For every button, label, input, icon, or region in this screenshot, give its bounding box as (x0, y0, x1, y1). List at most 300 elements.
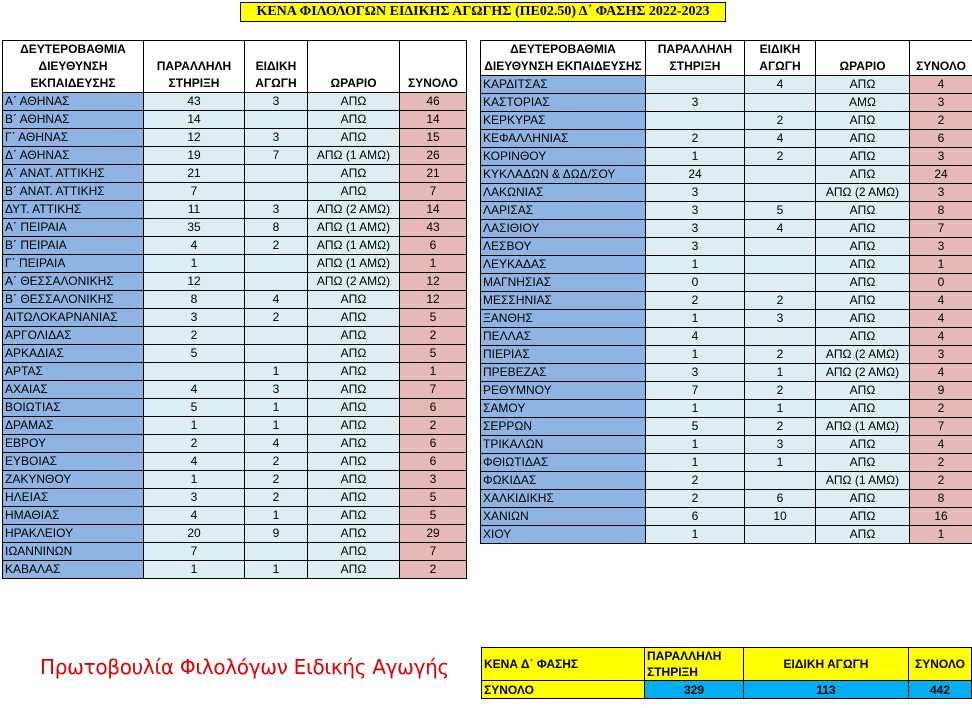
parallel-cell: 1 (646, 346, 745, 364)
parallel-cell (646, 76, 745, 94)
table-row (481, 112, 972, 130)
directorate-cell: ΧΑΛΚΙΔΙΚΗΣ (481, 490, 646, 508)
table-row (481, 436, 972, 454)
parallel-cell: 4 (144, 507, 245, 525)
parallel-cell: 3 (646, 364, 745, 382)
parallel-cell: 2 (646, 130, 745, 148)
table-row (481, 346, 972, 364)
parallel-cell: 1 (646, 256, 745, 274)
directorate-cell: ΑΡΓΟΛΙΔΑΣ (3, 327, 144, 345)
special-cell (745, 256, 816, 274)
special-cell: 1 (245, 417, 308, 435)
parallel-cell: 1 (646, 436, 745, 454)
schedule-cell: ΑΠΩ (816, 310, 910, 328)
directorate-cell: Β΄ ΠΕΙΡΑΙΑ (3, 237, 144, 255)
directorate-cell: ΛΕΣΒΟΥ (481, 238, 646, 256)
parallel-cell: 1 (646, 148, 745, 166)
schedule-cell: ΑΠΩ (816, 490, 910, 508)
schedule-cell: ΑΠΩ (308, 111, 400, 129)
total-cell: 26 (400, 147, 467, 165)
table-row (481, 94, 972, 112)
parallel-cell: 3 (144, 489, 245, 507)
total-cell: 4 (910, 328, 972, 346)
parallel-cell: 3 (646, 94, 745, 112)
table-row (481, 184, 972, 202)
parallel-cell: 1 (144, 255, 245, 273)
parallel-cell: 12 (144, 273, 245, 291)
parallel-cell: 4 (646, 328, 745, 346)
total-cell: 6 (400, 237, 467, 255)
special-cell: 3 (245, 381, 308, 399)
special-cell: 2 (245, 453, 308, 471)
table-row (481, 274, 972, 292)
schedule-cell: ΑΜΩ (816, 94, 910, 112)
special-cell: 9 (245, 525, 308, 543)
table-row (481, 202, 972, 220)
parallel-cell (144, 363, 245, 381)
directorate-cell: ΚΕΡΚΥΡΑΣ (481, 112, 646, 130)
total-cell: 2 (910, 472, 972, 490)
total-cell: 2 (400, 327, 467, 345)
schedule-cell: ΑΠΩ (308, 417, 400, 435)
schedule-cell: ΑΠΩ (816, 508, 910, 526)
schedule-cell: ΑΠΩ (308, 93, 400, 111)
vacancies-table-right (480, 40, 972, 544)
directorate-cell: ΔΥΤ. ΑΤΤΙΚΗΣ (3, 201, 144, 219)
table-row (3, 129, 467, 147)
parallel-cell: 21 (144, 165, 245, 183)
total-cell: 6 (400, 435, 467, 453)
schedule-cell: ΑΠΩ (308, 471, 400, 489)
header-schedule: ΩΡΑΡΙΟ (308, 41, 400, 93)
table-row (3, 561, 467, 579)
parallel-cell: 1 (144, 417, 245, 435)
total-cell: 3 (910, 184, 972, 202)
parallel-cell: 1 (646, 454, 745, 472)
schedule-cell: ΑΠΩ (308, 435, 400, 453)
special-cell (245, 543, 308, 561)
directorate-cell: ΦΘΙΩΤΙΔΑΣ (481, 454, 646, 472)
total-cell: 6 (400, 453, 467, 471)
parallel-cell: 5 (144, 399, 245, 417)
parallel-cell: 2 (144, 327, 245, 345)
directorate-cell: ΙΩΑΝΝΙΝΩΝ (3, 543, 144, 561)
special-cell: 10 (745, 508, 816, 526)
directorate-cell: ΤΡΙΚΑΛΩΝ (481, 436, 646, 454)
parallel-cell: 3 (144, 309, 245, 327)
special-cell: 5 (745, 202, 816, 220)
schedule-cell: ΑΠΩ (308, 543, 400, 561)
table-row (3, 453, 467, 471)
special-cell (245, 111, 308, 129)
total-cell: 7 (400, 183, 467, 201)
directorate-cell: Α΄ ΑΘΗΝΑΣ (3, 93, 144, 111)
total-cell: 8 (910, 490, 972, 508)
schedule-cell: ΑΠΩ (1 ΑΜΩ) (308, 255, 400, 273)
special-cell: 2 (745, 382, 816, 400)
table-row (3, 165, 467, 183)
schedule-cell: ΑΠΩ (308, 561, 400, 579)
table-row (3, 183, 467, 201)
special-cell: 3 (245, 93, 308, 111)
table-row (3, 237, 467, 255)
directorate-cell: ΚΑΡΔΙΤΣΑΣ (481, 76, 646, 94)
summary-special-value: 113 (744, 681, 909, 699)
directorate-cell: Β΄ ΑΘΗΝΑΣ (3, 111, 144, 129)
directorate-cell: ΞΑΝΘΗΣ (481, 310, 646, 328)
table-row (481, 454, 972, 472)
schedule-cell: ΑΠΩ (308, 399, 400, 417)
parallel-cell: 2 (646, 292, 745, 310)
special-cell: 1 (245, 507, 308, 525)
special-cell: 1 (745, 400, 816, 418)
special-cell (245, 255, 308, 273)
total-cell: 6 (910, 130, 972, 148)
directorate-cell: ΠΙΕΡΙΑΣ (481, 346, 646, 364)
parallel-cell: 0 (646, 274, 745, 292)
table-row (3, 327, 467, 345)
parallel-cell: 19 (144, 147, 245, 165)
schedule-cell: ΑΠΩ (2 ΑΜΩ) (816, 346, 910, 364)
total-cell: 2 (400, 417, 467, 435)
directorate-cell: ΑΡΚΑΔΙΑΣ (3, 345, 144, 363)
directorate-cell: Γ΄ ΑΘΗΝΑΣ (3, 129, 144, 147)
summary-total-header: ΣΥΝΟΛΟ (909, 648, 972, 681)
table-row (3, 471, 467, 489)
table-row (481, 418, 972, 436)
schedule-cell: ΑΠΩ (816, 256, 910, 274)
schedule-cell: ΑΠΩ (816, 166, 910, 184)
total-cell: 5 (400, 309, 467, 327)
table-body (481, 76, 972, 544)
special-cell (245, 165, 308, 183)
schedule-cell: ΑΠΩ (816, 202, 910, 220)
table-row (3, 147, 467, 165)
parallel-cell: 1 (646, 310, 745, 328)
summary-parallel-value: 329 (645, 681, 744, 699)
table-row (481, 256, 972, 274)
table-row (3, 417, 467, 435)
table-row (3, 291, 467, 309)
total-cell: 14 (400, 201, 467, 219)
directorate-cell: ΚΕΦΑΛΛΗΝΙΑΣ (481, 130, 646, 148)
directorate-cell: ΕΒΡΟΥ (3, 435, 144, 453)
directorate-cell: ΛΑΣΙΘΙΟΥ (481, 220, 646, 238)
special-cell: 1 (245, 399, 308, 417)
directorate-cell: ΜΕΣΣΗΝΙΑΣ (481, 292, 646, 310)
summary-total-row (482, 681, 972, 699)
schedule-cell: ΑΠΩ (816, 76, 910, 94)
schedule-cell: ΑΠΩ (816, 148, 910, 166)
total-cell: 1 (400, 255, 467, 273)
special-cell: 8 (245, 219, 308, 237)
parallel-cell: 5 (144, 345, 245, 363)
special-cell: 2 (745, 292, 816, 310)
parallel-cell: 35 (144, 219, 245, 237)
schedule-cell: ΑΠΩ (308, 129, 400, 147)
special-cell: 2 (745, 418, 816, 436)
directorate-cell: Δ΄ ΑΘΗΝΑΣ (3, 147, 144, 165)
directorate-cell: ΠΕΛΛΑΣ (481, 328, 646, 346)
parallel-cell: 7 (646, 382, 745, 400)
total-cell: 1 (400, 363, 467, 381)
directorate-cell: ΚΑΣΤΟΡΙΑΣ (481, 94, 646, 112)
summary-total-label: ΣΥΝΟΛΟ (482, 681, 645, 699)
special-cell: 3 (245, 129, 308, 147)
parallel-cell: 1 (144, 471, 245, 489)
schedule-cell: ΑΠΩ (816, 220, 910, 238)
table-row (481, 220, 972, 238)
table-row (481, 148, 972, 166)
total-cell: 5 (400, 507, 467, 525)
special-cell (745, 472, 816, 490)
total-cell: 4 (910, 292, 972, 310)
special-cell: 2 (745, 148, 816, 166)
total-cell: 3 (910, 238, 972, 256)
header-special: ΕΙΔΙΚΗ ΑΓΩΓΗ (245, 41, 308, 93)
table-row (481, 310, 972, 328)
directorate-cell: ΧΑΝΙΩΝ (481, 508, 646, 526)
parallel-cell: 1 (646, 526, 745, 544)
parallel-cell: 7 (144, 543, 245, 561)
schedule-cell: ΑΠΩ (308, 507, 400, 525)
special-cell: 6 (745, 490, 816, 508)
directorate-cell: ΗΛΕΙΑΣ (3, 489, 144, 507)
special-cell: 2 (745, 346, 816, 364)
special-cell: 3 (245, 201, 308, 219)
total-cell: 3 (910, 148, 972, 166)
schedule-cell: ΑΠΩ (816, 274, 910, 292)
schedule-cell: ΑΠΩ (2 ΑΜΩ) (308, 273, 400, 291)
directorate-cell: Α΄ ΘΕΣΣΑΛΟΝΙΚΗΣ (3, 273, 144, 291)
total-cell: 2 (910, 112, 972, 130)
schedule-cell: ΑΠΩ (308, 525, 400, 543)
directorate-cell: ΚΑΒΑΛΑΣ (3, 561, 144, 579)
total-cell: 12 (400, 273, 467, 291)
total-cell: 4 (910, 436, 972, 454)
header-parallel: ΠΑΡΑΛΛΗΛΗ ΣΤΗΡΙΞΗ (646, 41, 745, 76)
table-row (3, 435, 467, 453)
table-row (481, 472, 972, 490)
vacancies-table-left (2, 40, 467, 579)
parallel-cell (646, 112, 745, 130)
footer-initiative-text: Πρωτοβουλία Φιλολόγων Ειδικής Αγωγής (40, 655, 449, 679)
special-cell (745, 94, 816, 112)
directorate-cell: ΛΑΚΩΝΙΑΣ (481, 184, 646, 202)
table-row (3, 111, 467, 129)
schedule-cell: ΑΠΩ (816, 112, 910, 130)
schedule-cell: ΑΠΩ (816, 328, 910, 346)
schedule-cell: ΑΠΩ (816, 238, 910, 256)
special-cell: 3 (745, 310, 816, 328)
table-row (3, 201, 467, 219)
parallel-cell: 3 (646, 220, 745, 238)
parallel-cell: 1 (144, 561, 245, 579)
special-cell (745, 184, 816, 202)
directorate-cell: Γ΄ ΠΕΙΡΑΙΑ (3, 255, 144, 273)
directorate-cell: ΑΡΤΑΣ (3, 363, 144, 381)
table-row (3, 489, 467, 507)
directorate-cell: ΚΟΡΙΝΘΟΥ (481, 148, 646, 166)
parallel-cell: 14 (144, 111, 245, 129)
schedule-cell: ΑΠΩ (308, 291, 400, 309)
special-cell: 2 (245, 489, 308, 507)
schedule-cell: ΑΠΩ (308, 309, 400, 327)
directorate-cell: ΧΙΟΥ (481, 526, 646, 544)
header-directorate: ΔΕΥΤΕΡΟΒΑΘΜΙΑ ΔΙΕΥΘΥΝΣΗ ΕΚΠΑΙΔΕΥΣΗΣ (3, 41, 144, 93)
special-cell (745, 274, 816, 292)
table-row (481, 526, 972, 544)
total-cell: 24 (910, 166, 972, 184)
table-row (481, 292, 972, 310)
table-row (3, 507, 467, 525)
schedule-cell: ΑΠΩ (1 ΑΜΩ) (816, 472, 910, 490)
total-cell: 21 (400, 165, 467, 183)
special-cell (245, 183, 308, 201)
parallel-cell: 5 (646, 418, 745, 436)
summary-total-value: 442 (909, 681, 972, 699)
parallel-cell: 4 (144, 237, 245, 255)
total-cell: 3 (400, 471, 467, 489)
parallel-cell: 8 (144, 291, 245, 309)
special-cell: 2 (245, 471, 308, 489)
directorate-cell: ΛΑΡΙΣΑΣ (481, 202, 646, 220)
total-cell: 3 (910, 346, 972, 364)
schedule-cell: ΑΠΩ (308, 327, 400, 345)
table-row (3, 363, 467, 381)
total-cell: 1 (910, 526, 972, 544)
special-cell: 2 (245, 309, 308, 327)
special-cell: 1 (245, 363, 308, 381)
special-cell: 4 (245, 291, 308, 309)
parallel-cell: 20 (144, 525, 245, 543)
schedule-cell: ΑΠΩ (816, 454, 910, 472)
special-cell (745, 526, 816, 544)
schedule-cell: ΑΠΩ (308, 363, 400, 381)
special-cell: 2 (745, 112, 816, 130)
parallel-cell: 24 (646, 166, 745, 184)
directorate-cell: ΗΜΑΘΙΑΣ (3, 507, 144, 525)
directorate-cell: ΒΟΙΩΤΙΑΣ (3, 399, 144, 417)
total-cell: 29 (400, 525, 467, 543)
parallel-cell: 43 (144, 93, 245, 111)
parallel-cell: 4 (144, 381, 245, 399)
directorate-cell: ΣΕΡΡΩΝ (481, 418, 646, 436)
special-cell: 2 (245, 237, 308, 255)
total-cell: 7 (910, 220, 972, 238)
special-cell (745, 166, 816, 184)
schedule-cell: ΑΠΩ (816, 400, 910, 418)
table-row (481, 328, 972, 346)
total-cell: 46 (400, 93, 467, 111)
total-cell: 15 (400, 129, 467, 147)
special-cell: 1 (245, 561, 308, 579)
total-cell: 2 (910, 454, 972, 472)
total-cell: 4 (910, 76, 972, 94)
special-cell: 4 (745, 220, 816, 238)
directorate-cell: ΑΙΤΩΛΟΚΑΡΝΑΝΙΑΣ (3, 309, 144, 327)
header-directorate: ΔΕΥΤΕΡΟΒΑΘΜΙΑ ΔΙΕΥΘΥΝΣΗ ΕΚΠΑΙΔΕΥΣΗΣ (481, 41, 646, 76)
schedule-cell: ΑΠΩ (2 ΑΜΩ) (308, 201, 400, 219)
table-row (3, 399, 467, 417)
page-title: ΚΕΝΑ ΦΙΛΟΛΟΓΩΝ ΕΙΔΙΚΗΣ ΑΓΩΓΗΣ (ΠΕ02.50) Δ΄ ΦΑΣΗΣ 2022-2023 (240, 2, 726, 22)
total-cell: 7 (400, 381, 467, 399)
directorate-cell: ΛΕΥΚΑΔΑΣ (481, 256, 646, 274)
total-cell: 2 (910, 400, 972, 418)
summary-parallel-header: ΠΑΡΑΛΛΗΛΗ ΣΤΗΡΙΞΗ (645, 648, 744, 681)
special-cell (745, 238, 816, 256)
schedule-cell: ΑΠΩ (816, 436, 910, 454)
schedule-cell: ΑΠΩ (308, 345, 400, 363)
schedule-cell: ΑΠΩ (308, 453, 400, 471)
directorate-cell: Β΄ ΑΝΑΤ. ΑΤΤΙΚΗΣ (3, 183, 144, 201)
header-special: ΕΙΔΙΚΗ ΑΓΩΓΗ (745, 41, 816, 76)
total-cell: 14 (400, 111, 467, 129)
directorate-cell: Α΄ ΠΕΙΡΑΙΑ (3, 219, 144, 237)
table-row (481, 382, 972, 400)
summary-label: ΚΕΝΑ Δ΄ ΦΑΣΗΣ (482, 648, 645, 681)
summary-special-header: ΕΙΔΙΚΗ ΑΓΩΓΗ (744, 648, 909, 681)
table-row (481, 166, 972, 184)
special-cell: 7 (245, 147, 308, 165)
special-cell (245, 273, 308, 291)
table-row (481, 130, 972, 148)
total-cell: 5 (400, 345, 467, 363)
total-cell: 43 (400, 219, 467, 237)
total-cell: 16 (910, 508, 972, 526)
parallel-cell: 3 (646, 202, 745, 220)
table-body (3, 93, 467, 579)
schedule-cell: ΑΠΩ (816, 292, 910, 310)
table-row (3, 345, 467, 363)
schedule-cell: ΑΠΩ (816, 382, 910, 400)
special-cell: 3 (745, 436, 816, 454)
parallel-cell: 4 (144, 453, 245, 471)
table-row (3, 525, 467, 543)
parallel-cell: 6 (646, 508, 745, 526)
table-row (3, 543, 467, 561)
total-cell: 12 (400, 291, 467, 309)
schedule-cell: ΑΠΩ (816, 130, 910, 148)
summary-table (481, 647, 972, 699)
header-total: ΣΥΝΟΛΟ (910, 41, 972, 76)
parallel-cell: 2 (144, 435, 245, 453)
directorate-cell: ΕΥΒΟΙΑΣ (3, 453, 144, 471)
schedule-cell: ΑΠΩ (816, 526, 910, 544)
parallel-cell: 1 (646, 400, 745, 418)
table-row (3, 273, 467, 291)
directorate-cell: ΦΩΚΙΔΑΣ (481, 472, 646, 490)
special-cell (745, 328, 816, 346)
header-schedule: ΩΡΑΡΙΟ (816, 41, 910, 76)
table-header-row (3, 41, 467, 93)
header-parallel: ΠΑΡΑΛΛΗΛΗ ΣΤΗΡΙΞΗ (144, 41, 245, 93)
table-row (481, 238, 972, 256)
directorate-cell: ΣΑΜΟΥ (481, 400, 646, 418)
directorate-cell: Α΄ ΑΝΑΤ. ΑΤΤΙΚΗΣ (3, 165, 144, 183)
table-row (3, 93, 467, 111)
table-row (3, 219, 467, 237)
table-header-row (481, 41, 972, 76)
parallel-cell: 7 (144, 183, 245, 201)
special-cell: 4 (745, 76, 816, 94)
total-cell: 0 (910, 274, 972, 292)
table-row (481, 490, 972, 508)
table-row (481, 364, 972, 382)
schedule-cell: ΑΠΩ (308, 165, 400, 183)
special-cell: 4 (245, 435, 308, 453)
schedule-cell: ΑΠΩ (308, 183, 400, 201)
